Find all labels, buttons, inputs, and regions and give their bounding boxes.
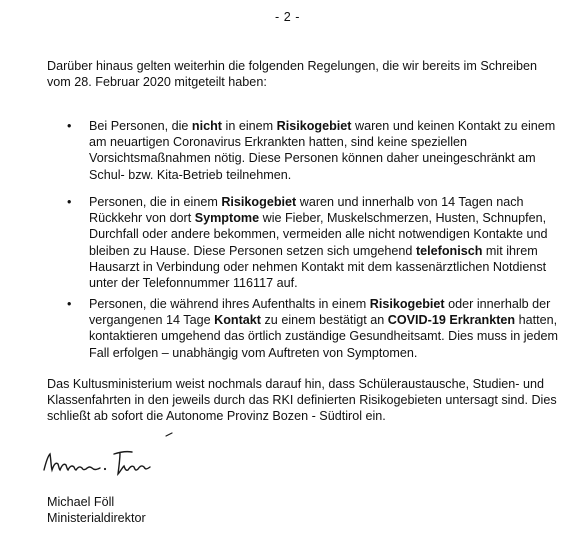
list-item: [67, 296, 559, 361]
bullet-text: in einem: [222, 119, 277, 133]
bullet-text: hatten, kontaktieren umgehend das örtlich zuständige Gesundheitsamt. Dies muss in jedem Fall erfolgen – unabhängig vom Auftreten von Symptomen.: [89, 313, 559, 360]
bullet-text: oder innerhalb der vergangenen 14 Tage: [89, 297, 551, 328]
page-number: - 2 -: [275, 10, 300, 24]
handwritten-signature: [40, 432, 180, 492]
bullet-text: Personen, die in einem: [89, 195, 222, 209]
signatory-name: Michael Föll: [47, 495, 115, 509]
bullet-emphasis: Risikogebiet: [221, 195, 297, 209]
bullet-text: waren und innerhalb von 14 Tagen nach Rückkehr von dort: [89, 195, 524, 226]
bullet-text: wie Fieber, Muskelschmerzen, Husten, Schnupfen, Durchfall oder andere bekommen, vermeiden alle nicht notwendigen Kontakte und bleiben zu Hause. Diese Personen setzen sich umgehend: [89, 211, 548, 258]
bullet-emphasis: Risikogebiet: [276, 119, 352, 133]
intro-paragraph: Darüber hinaus gelten weiterhin die folgenden Regelungen, die wir bereits im Schreiben vom 28. Februar 2020 mitgeteilt haben:: [47, 59, 538, 90]
bullet-emphasis: Kontakt: [214, 313, 262, 328]
bullet-emphasis: Symptome: [194, 211, 260, 226]
bullet-emphasis: nicht: [191, 119, 223, 133]
bullet-text: Bei Personen, die: [89, 119, 192, 133]
list-item: [67, 194, 559, 291]
bullet-text: waren und keinen Kontakt zu einem am neuartigen Coronavirus Erkrankten hatten, sind keine speziellen Vorsichtsmaßnahmen nötig. Diese Personen können daher uneingeschränkt am Schul- bzw. Kita-Betrieb teilnehmen.: [89, 119, 556, 182]
bullet-text: mit ihrem Hausarzt in Verbindung oder nehmen Kontakt mit dem kassenärztlichen Notdienst unter der Telefonnummer 116117 auf.: [89, 243, 547, 291]
bullet-emphasis: COVID-19 Erkrankten: [387, 313, 516, 328]
closing-paragraph: Das Kultusministerium weist nochmals darauf hin, dass Schüleraustausche, Studien- und Klassenfahrten in den jeweils durch das RKI definierten Risikogebieten untersagt sind. Dies schließt ab sofort die Autonome Provinz Bozen - Südtirol ein.: [47, 377, 557, 424]
bullet-emphasis: Risikogebiet: [369, 297, 445, 311]
bullet-emphasis: telefonisch: [415, 243, 483, 258]
bullet-icon: •: [67, 195, 72, 209]
list-item: [67, 118, 559, 183]
bullet-icon: •: [67, 297, 72, 311]
signatory-title: Ministerialdirektor: [47, 511, 146, 525]
bullet-text: zu einem bestätigt an: [261, 313, 388, 328]
bullet-icon: •: [67, 119, 72, 133]
bullet-text: Personen, die während ihres Aufenthalts in einem: [89, 297, 370, 311]
